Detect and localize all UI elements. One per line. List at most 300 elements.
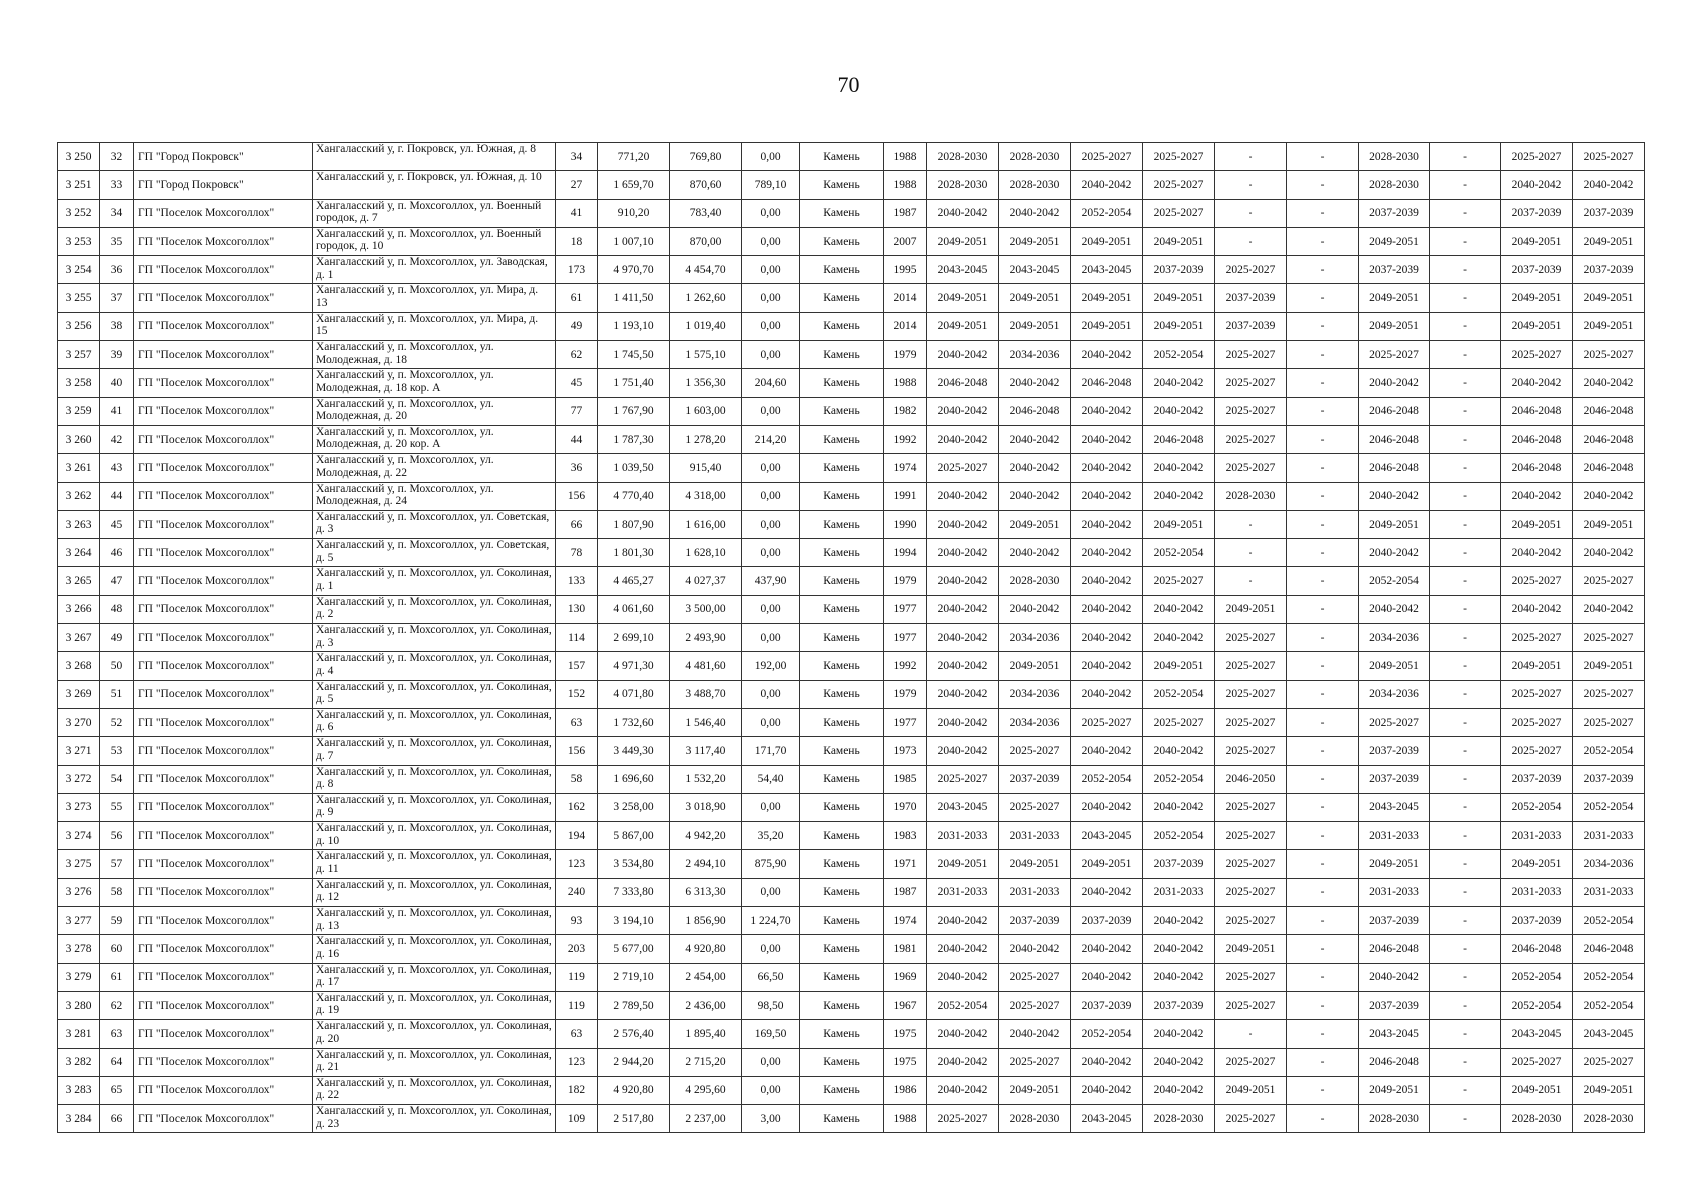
cell-nonresidential-area: 0,00 — [742, 482, 800, 510]
table-row — [58, 680, 1645, 708]
cell-municipality: ГП "Поселок Мохсоголлох" — [134, 1048, 313, 1076]
cell-wall-material: Камень — [800, 567, 884, 595]
table-row — [58, 199, 1645, 227]
cell-municipality: ГП "Поселок Мохсоголлох" — [134, 624, 313, 652]
cell-nonresidential-area: 0,00 — [742, 454, 800, 482]
cell-period-1: 2049-2051 — [927, 284, 999, 312]
cell-residents: 133 — [556, 567, 598, 595]
cell-period-3: 2049-2051 — [1071, 284, 1143, 312]
cell-period-7: 2037-2039 — [1359, 199, 1430, 227]
cell-period-10: 2052-2054 — [1573, 963, 1645, 991]
cell-local-number: 57 — [100, 850, 134, 878]
cell-municipality: ГП "Поселок Мохсоголлох" — [134, 765, 313, 793]
cell-wall-material: Камень — [800, 397, 884, 425]
cell-period-8: - — [1430, 199, 1501, 227]
cell-address: Хангаласский у, п. Мохсоголлох, ул. Мира, д. 13 — [313, 284, 556, 312]
housing-registry-table — [57, 142, 1645, 1133]
cell-period-6: - — [1287, 680, 1359, 708]
cell-period-3: 2040-2042 — [1071, 341, 1143, 369]
cell-period-1: 2040-2042 — [927, 737, 999, 765]
cell-period-4: 2040-2042 — [1143, 737, 1215, 765]
cell-period-6: - — [1287, 652, 1359, 680]
table-row — [58, 963, 1645, 991]
cell-total-area: 1 807,90 — [598, 510, 670, 538]
cell-total-area: 2 699,10 — [598, 624, 670, 652]
cell-period-4: 2028-2030 — [1143, 1105, 1215, 1133]
cell-period-7: 2043-2045 — [1359, 1020, 1430, 1048]
cell-residential-area: 2 494,10 — [670, 850, 742, 878]
cell-period-9: 2031-2033 — [1501, 878, 1573, 906]
cell-period-1: 2040-2042 — [927, 907, 999, 935]
cell-build-year: 1982 — [884, 397, 927, 425]
cell-wall-material: Камень — [800, 624, 884, 652]
cell-build-year: 1974 — [884, 907, 927, 935]
cell-residential-area: 6 313,30 — [670, 878, 742, 906]
cell-total-area: 1 745,50 — [598, 341, 670, 369]
cell-period-2: 2049-2051 — [999, 1076, 1071, 1104]
cell-period-8: - — [1430, 397, 1501, 425]
cell-period-1: 2028-2030 — [927, 143, 999, 171]
cell-period-7: 2046-2048 — [1359, 425, 1430, 453]
cell-build-year: 1983 — [884, 822, 927, 850]
cell-nonresidential-area: 0,00 — [742, 284, 800, 312]
cell-local-number: 63 — [100, 1020, 134, 1048]
cell-period-4: 2046-2048 — [1143, 425, 1215, 453]
cell-address: Хангаласский у, п. Мохсоголлох, ул. Советская, д. 3 — [313, 510, 556, 538]
cell-period-1: 2040-2042 — [927, 482, 999, 510]
cell-period-10: 2049-2051 — [1573, 284, 1645, 312]
cell-residential-area: 4 027,37 — [670, 567, 742, 595]
cell-period-1: 2040-2042 — [927, 680, 999, 708]
cell-row-number: 3 280 — [58, 991, 100, 1019]
cell-wall-material: Камень — [800, 171, 884, 199]
cell-period-7: 2040-2042 — [1359, 539, 1430, 567]
cell-total-area: 2 789,50 — [598, 991, 670, 1019]
cell-period-3: 2052-2054 — [1071, 199, 1143, 227]
cell-period-9: 2028-2030 — [1501, 1105, 1573, 1133]
cell-period-6: - — [1287, 624, 1359, 652]
table-row — [58, 227, 1645, 255]
cell-local-number: 54 — [100, 765, 134, 793]
cell-period-3: 2025-2027 — [1071, 708, 1143, 736]
cell-period-8: - — [1430, 1076, 1501, 1104]
cell-period-5: 2028-2030 — [1215, 482, 1287, 510]
cell-period-2: 2049-2051 — [999, 227, 1071, 255]
cell-period-3: 2040-2042 — [1071, 737, 1143, 765]
cell-row-number: 3 268 — [58, 652, 100, 680]
cell-build-year: 1970 — [884, 793, 927, 821]
cell-residents: 77 — [556, 397, 598, 425]
cell-wall-material: Камень — [800, 227, 884, 255]
cell-total-area: 1 751,40 — [598, 369, 670, 397]
cell-address: Хангаласский у, п. Мохсоголлох, ул. Соколиная, д. 12 — [313, 878, 556, 906]
cell-period-5: - — [1215, 1020, 1287, 1048]
cell-total-area: 1 659,70 — [598, 171, 670, 199]
cell-period-2: 2037-2039 — [999, 765, 1071, 793]
cell-residential-area: 1 616,00 — [670, 510, 742, 538]
cell-residential-area: 1 262,60 — [670, 284, 742, 312]
cell-residents: 156 — [556, 737, 598, 765]
cell-build-year: 1994 — [884, 539, 927, 567]
cell-municipality: ГП "Поселок Мохсоголлох" — [134, 991, 313, 1019]
cell-residents: 194 — [556, 822, 598, 850]
cell-wall-material: Камень — [800, 1105, 884, 1133]
cell-wall-material: Камень — [800, 425, 884, 453]
table-row — [58, 284, 1645, 312]
cell-total-area: 1 787,30 — [598, 425, 670, 453]
cell-period-3: 2040-2042 — [1071, 878, 1143, 906]
cell-residential-area: 2 493,90 — [670, 624, 742, 652]
cell-period-5: 2049-2051 — [1215, 935, 1287, 963]
cell-local-number: 40 — [100, 369, 134, 397]
cell-address: Хангаласский у, п. Мохсоголлох, ул. Молодежная, д. 22 — [313, 454, 556, 482]
cell-period-6: - — [1287, 878, 1359, 906]
cell-period-3: 2052-2054 — [1071, 765, 1143, 793]
cell-period-5: 2037-2039 — [1215, 284, 1287, 312]
cell-nonresidential-area: 66,50 — [742, 963, 800, 991]
cell-residential-area: 4 942,20 — [670, 822, 742, 850]
table-row — [58, 850, 1645, 878]
cell-period-4: 2037-2039 — [1143, 850, 1215, 878]
cell-period-4: 2052-2054 — [1143, 680, 1215, 708]
cell-local-number: 59 — [100, 907, 134, 935]
cell-residents: 63 — [556, 1020, 598, 1048]
cell-municipality: ГП "Поселок Мохсоголлох" — [134, 567, 313, 595]
cell-period-8: - — [1430, 765, 1501, 793]
cell-address: Хангаласский у, п. Мохсоголлох, ул. Соколиная, д. 7 — [313, 737, 556, 765]
cell-row-number: 3 263 — [58, 510, 100, 538]
cell-row-number: 3 269 — [58, 680, 100, 708]
cell-residents: 119 — [556, 963, 598, 991]
cell-local-number: 64 — [100, 1048, 134, 1076]
cell-period-3: 2040-2042 — [1071, 425, 1143, 453]
cell-period-2: 2040-2042 — [999, 482, 1071, 510]
cell-residents: 109 — [556, 1105, 598, 1133]
cell-period-8: - — [1430, 850, 1501, 878]
cell-period-7: 2037-2039 — [1359, 765, 1430, 793]
cell-address: Хангаласский у, п. Мохсоголлох, ул. Соколиная, д. 20 — [313, 1020, 556, 1048]
cell-period-7: 2040-2042 — [1359, 369, 1430, 397]
cell-wall-material: Камень — [800, 595, 884, 623]
cell-address: Хангаласский у, г. Покровск, ул. Южная, д. 10 — [313, 171, 556, 199]
cell-period-1: 2025-2027 — [927, 765, 999, 793]
cell-residents: 36 — [556, 454, 598, 482]
cell-period-7: 2034-2036 — [1359, 680, 1430, 708]
cell-address: Хангаласский у, п. Мохсоголлох, ул. Мира, д. 15 — [313, 312, 556, 340]
cell-period-3: 2040-2042 — [1071, 1048, 1143, 1076]
cell-total-area: 1 411,50 — [598, 284, 670, 312]
cell-row-number: 3 262 — [58, 482, 100, 510]
cell-period-7: 2031-2033 — [1359, 822, 1430, 850]
cell-period-5: 2049-2051 — [1215, 595, 1287, 623]
cell-period-4: 2049-2051 — [1143, 510, 1215, 538]
cell-wall-material: Камень — [800, 199, 884, 227]
table-row — [58, 624, 1645, 652]
cell-period-10: 2040-2042 — [1573, 539, 1645, 567]
cell-local-number: 48 — [100, 595, 134, 623]
cell-residential-area: 1 546,40 — [670, 708, 742, 736]
cell-period-10: 2025-2027 — [1573, 143, 1645, 171]
table-row — [58, 708, 1645, 736]
cell-residents: 61 — [556, 284, 598, 312]
cell-residential-area: 3 117,40 — [670, 737, 742, 765]
cell-period-2: 2040-2042 — [999, 935, 1071, 963]
cell-period-10: 2025-2027 — [1573, 708, 1645, 736]
cell-period-1: 2040-2042 — [927, 963, 999, 991]
cell-nonresidential-area: 0,00 — [742, 708, 800, 736]
cell-period-6: - — [1287, 397, 1359, 425]
cell-period-10: 2028-2030 — [1573, 1105, 1645, 1133]
cell-total-area: 2 517,80 — [598, 1105, 670, 1133]
cell-nonresidential-area: 0,00 — [742, 539, 800, 567]
cell-period-5: 2049-2051 — [1215, 1076, 1287, 1104]
cell-address: Хангаласский у, п. Мохсоголлох, ул. Молодежная, д. 20 — [313, 397, 556, 425]
cell-period-10: 2052-2054 — [1573, 907, 1645, 935]
cell-build-year: 1969 — [884, 963, 927, 991]
cell-period-10: 2046-2048 — [1573, 454, 1645, 482]
cell-period-9: 2025-2027 — [1501, 708, 1573, 736]
cell-local-number: 32 — [100, 143, 134, 171]
cell-residents: 34 — [556, 143, 598, 171]
cell-municipality: ГП "Поселок Мохсоголлох" — [134, 256, 313, 284]
cell-period-3: 2049-2051 — [1071, 850, 1143, 878]
cell-row-number: 3 274 — [58, 822, 100, 850]
cell-municipality: ГП "Поселок Мохсоголлох" — [134, 595, 313, 623]
cell-period-1: 2040-2042 — [927, 199, 999, 227]
cell-total-area: 1 732,60 — [598, 708, 670, 736]
table-row — [58, 454, 1645, 482]
cell-period-6: - — [1287, 199, 1359, 227]
cell-period-1: 2040-2042 — [927, 935, 999, 963]
cell-municipality: ГП "Поселок Мохсоголлох" — [134, 822, 313, 850]
cell-address: Хангаласский у, п. Мохсоголлох, ул. Соколиная, д. 23 — [313, 1105, 556, 1133]
cell-total-area: 4 770,40 — [598, 482, 670, 510]
cell-period-6: - — [1287, 171, 1359, 199]
cell-period-7: 2028-2030 — [1359, 171, 1430, 199]
cell-residential-area: 3 500,00 — [670, 595, 742, 623]
cell-address: Хангаласский у, п. Мохсоголлох, ул. Соколиная, д. 17 — [313, 963, 556, 991]
cell-period-7: 2049-2051 — [1359, 227, 1430, 255]
table-row — [58, 143, 1645, 171]
cell-period-4: 2025-2027 — [1143, 199, 1215, 227]
cell-period-3: 2040-2042 — [1071, 793, 1143, 821]
cell-period-2: 2037-2039 — [999, 907, 1071, 935]
cell-nonresidential-area: 204,60 — [742, 369, 800, 397]
cell-wall-material: Камень — [800, 793, 884, 821]
cell-build-year: 1987 — [884, 199, 927, 227]
cell-period-2: 2049-2051 — [999, 652, 1071, 680]
cell-total-area: 2 576,40 — [598, 1020, 670, 1048]
cell-row-number: 3 279 — [58, 963, 100, 991]
cell-period-5: 2025-2027 — [1215, 907, 1287, 935]
cell-period-8: - — [1430, 171, 1501, 199]
cell-period-2: 2034-2036 — [999, 624, 1071, 652]
cell-address: Хангаласский у, п. Мохсоголлох, ул. Соколиная, д. 11 — [313, 850, 556, 878]
cell-municipality: ГП "Поселок Мохсоголлох" — [134, 341, 313, 369]
cell-period-9: 2025-2027 — [1501, 680, 1573, 708]
cell-municipality: ГП "Поселок Мохсоголлох" — [134, 963, 313, 991]
cell-address: Хангаласский у, п. Мохсоголлох, ул. Соколиная, д. 22 — [313, 1076, 556, 1104]
cell-row-number: 3 275 — [58, 850, 100, 878]
cell-local-number: 33 — [100, 171, 134, 199]
cell-period-5: 2025-2027 — [1215, 991, 1287, 1019]
cell-address: Хангаласский у, п. Мохсоголлох, ул. Молодежная, д. 18 кор. А — [313, 369, 556, 397]
cell-total-area: 3 449,30 — [598, 737, 670, 765]
cell-period-7: 2046-2048 — [1359, 935, 1430, 963]
cell-municipality: ГП "Город Покровск" — [134, 171, 313, 199]
cell-address: Хангаласский у, п. Мохсоголлох, ул. Соколиная, д. 8 — [313, 765, 556, 793]
cell-wall-material: Камень — [800, 822, 884, 850]
cell-total-area: 1 767,90 — [598, 397, 670, 425]
cell-period-10: 2040-2042 — [1573, 482, 1645, 510]
cell-nonresidential-area: 0,00 — [742, 1048, 800, 1076]
cell-total-area: 1 193,10 — [598, 312, 670, 340]
cell-period-10: 2043-2045 — [1573, 1020, 1645, 1048]
table-row — [58, 510, 1645, 538]
cell-period-1: 2052-2054 — [927, 991, 999, 1019]
cell-period-1: 2025-2027 — [927, 454, 999, 482]
cell-period-5: 2025-2027 — [1215, 737, 1287, 765]
cell-period-5: 2025-2027 — [1215, 425, 1287, 453]
cell-build-year: 1986 — [884, 1076, 927, 1104]
cell-period-4: 2052-2054 — [1143, 765, 1215, 793]
cell-period-4: 2040-2042 — [1143, 963, 1215, 991]
cell-residents: 63 — [556, 708, 598, 736]
cell-period-3: 2043-2045 — [1071, 256, 1143, 284]
page-number: 70 — [837, 72, 860, 97]
cell-total-area: 1 007,10 — [598, 227, 670, 255]
cell-residential-area: 1 356,30 — [670, 369, 742, 397]
cell-period-9: 2031-2033 — [1501, 822, 1573, 850]
cell-period-4: 2049-2051 — [1143, 284, 1215, 312]
cell-nonresidential-area: 0,00 — [742, 595, 800, 623]
cell-residential-area: 1 628,10 — [670, 539, 742, 567]
cell-total-area: 4 465,27 — [598, 567, 670, 595]
cell-period-9: 2049-2051 — [1501, 284, 1573, 312]
cell-municipality: ГП "Поселок Мохсоголлох" — [134, 312, 313, 340]
cell-local-number: 42 — [100, 425, 134, 453]
cell-wall-material: Камень — [800, 1076, 884, 1104]
cell-municipality: ГП "Поселок Мохсоголлох" — [134, 652, 313, 680]
cell-wall-material: Камень — [800, 369, 884, 397]
cell-period-9: 2049-2051 — [1501, 227, 1573, 255]
cell-period-3: 2049-2051 — [1071, 227, 1143, 255]
cell-period-1: 2031-2033 — [927, 822, 999, 850]
cell-residents: 123 — [556, 1048, 598, 1076]
cell-local-number: 56 — [100, 822, 134, 850]
cell-local-number: 62 — [100, 991, 134, 1019]
cell-row-number: 3 264 — [58, 539, 100, 567]
cell-total-area: 771,20 — [598, 143, 670, 171]
cell-period-9: 2046-2048 — [1501, 935, 1573, 963]
table-row — [58, 256, 1645, 284]
cell-period-6: - — [1287, 284, 1359, 312]
cell-total-area: 4 920,80 — [598, 1076, 670, 1104]
cell-period-8: - — [1430, 624, 1501, 652]
cell-period-3: 2043-2045 — [1071, 822, 1143, 850]
cell-period-4: 2040-2042 — [1143, 1020, 1215, 1048]
cell-period-6: - — [1287, 312, 1359, 340]
cell-total-area: 2 719,10 — [598, 963, 670, 991]
cell-period-10: 2049-2051 — [1573, 1076, 1645, 1104]
cell-residents: 152 — [556, 680, 598, 708]
cell-period-6: - — [1287, 850, 1359, 878]
cell-local-number: 61 — [100, 963, 134, 991]
cell-period-7: 2049-2051 — [1359, 652, 1430, 680]
cell-total-area: 3 534,80 — [598, 850, 670, 878]
cell-nonresidential-area: 0,00 — [742, 341, 800, 369]
cell-period-2: 2034-2036 — [999, 708, 1071, 736]
cell-period-4: 2025-2027 — [1143, 171, 1215, 199]
cell-period-3: 2040-2042 — [1071, 397, 1143, 425]
cell-period-3: 2025-2027 — [1071, 143, 1143, 171]
cell-nonresidential-area: 1 224,70 — [742, 907, 800, 935]
cell-municipality: ГП "Поселок Мохсоголлох" — [134, 850, 313, 878]
cell-period-7: 2040-2042 — [1359, 595, 1430, 623]
cell-period-8: - — [1430, 539, 1501, 567]
cell-local-number: 34 — [100, 199, 134, 227]
cell-period-7: 2052-2054 — [1359, 567, 1430, 595]
cell-period-3: 2040-2042 — [1071, 454, 1143, 482]
cell-row-number: 3 284 — [58, 1105, 100, 1133]
cell-period-4: 2040-2042 — [1143, 454, 1215, 482]
cell-build-year: 1991 — [884, 482, 927, 510]
cell-period-6: - — [1287, 539, 1359, 567]
table-row — [58, 595, 1645, 623]
cell-row-number: 3 260 — [58, 425, 100, 453]
cell-nonresidential-area: 0,00 — [742, 143, 800, 171]
cell-period-7: 2040-2042 — [1359, 963, 1430, 991]
table-row — [58, 425, 1645, 453]
cell-total-area: 7 333,80 — [598, 878, 670, 906]
cell-period-9: 2040-2042 — [1501, 595, 1573, 623]
cell-period-1: 2040-2042 — [927, 425, 999, 453]
cell-period-5: 2025-2027 — [1215, 624, 1287, 652]
cell-period-9: 2025-2027 — [1501, 624, 1573, 652]
cell-address: Хангаласский у, п. Мохсоголлох, ул. Молодежная, д. 20 кор. А — [313, 425, 556, 453]
table-row — [58, 878, 1645, 906]
cell-period-6: - — [1287, 454, 1359, 482]
cell-period-1: 2040-2042 — [927, 341, 999, 369]
cell-nonresidential-area: 437,90 — [742, 567, 800, 595]
table-row — [58, 907, 1645, 935]
cell-build-year: 1988 — [884, 171, 927, 199]
cell-local-number: 52 — [100, 708, 134, 736]
cell-period-10: 2037-2039 — [1573, 199, 1645, 227]
cell-address: Хангаласский у, п. Мохсоголлох, ул. Соколиная, д. 13 — [313, 907, 556, 935]
cell-residential-area: 769,80 — [670, 143, 742, 171]
cell-period-10: 2049-2051 — [1573, 510, 1645, 538]
cell-period-6: - — [1287, 963, 1359, 991]
cell-wall-material: Камень — [800, 680, 884, 708]
cell-build-year: 1971 — [884, 850, 927, 878]
cell-period-4: 2037-2039 — [1143, 991, 1215, 1019]
cell-local-number: 50 — [100, 652, 134, 680]
cell-period-7: 2025-2027 — [1359, 708, 1430, 736]
cell-wall-material: Камень — [800, 737, 884, 765]
cell-period-1: 2049-2051 — [927, 227, 999, 255]
cell-period-3: 2040-2042 — [1071, 567, 1143, 595]
cell-row-number: 3 250 — [58, 143, 100, 171]
cell-municipality: ГП "Поселок Мохсоголлох" — [134, 680, 313, 708]
cell-period-4: 2040-2042 — [1143, 369, 1215, 397]
cell-period-7: 2046-2048 — [1359, 454, 1430, 482]
cell-period-10: 2025-2027 — [1573, 680, 1645, 708]
cell-period-9: 2040-2042 — [1501, 482, 1573, 510]
cell-residential-area: 1 603,00 — [670, 397, 742, 425]
cell-total-area: 4 970,70 — [598, 256, 670, 284]
cell-build-year: 1992 — [884, 425, 927, 453]
